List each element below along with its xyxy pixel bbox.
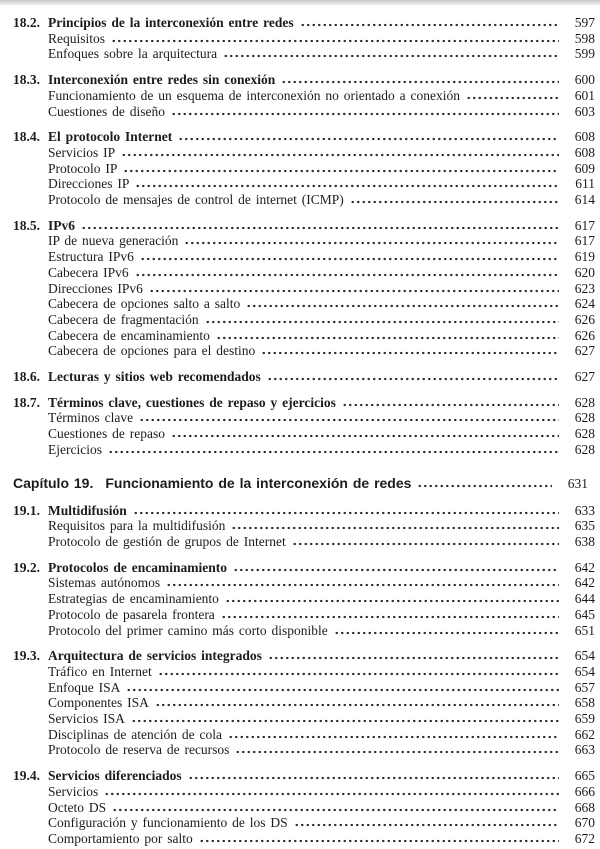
entry-title: Direcciones IP xyxy=(48,176,130,192)
entry-page: 599 xyxy=(574,46,595,62)
toc-row xyxy=(13,410,595,426)
dot-leader-icon xyxy=(417,484,552,488)
dot-leader-icon xyxy=(225,599,559,603)
entry-page: 600 xyxy=(574,72,595,88)
toc-row xyxy=(13,233,595,249)
toc-row xyxy=(13,518,595,534)
dot-leader-icon xyxy=(294,823,559,827)
entry-page: 623 xyxy=(574,280,595,296)
entry-page: 654 xyxy=(574,663,595,679)
toc-row xyxy=(13,249,595,265)
entry-title: Sistemas autónomos xyxy=(48,575,161,591)
entry-page: 624 xyxy=(574,296,595,312)
entry-page: 614 xyxy=(574,192,595,208)
toc-row xyxy=(13,104,595,120)
entry-title: Lecturas y sitios web recomendados xyxy=(48,369,261,385)
toc-row xyxy=(13,31,595,47)
dot-leader-icon xyxy=(158,672,559,676)
entry-title: Servicios diferenciados xyxy=(48,768,182,784)
toc-row xyxy=(13,695,595,711)
toc-row xyxy=(13,664,595,680)
entry-page: 609 xyxy=(574,160,595,176)
entry-number: 19.4. xyxy=(13,768,40,784)
entry-page: 627 xyxy=(574,369,595,385)
dot-leader-icon xyxy=(466,96,559,100)
dot-leader-icon xyxy=(140,257,559,261)
entry-page: 628 xyxy=(574,410,595,426)
entry-page: 598 xyxy=(574,30,595,46)
entry-title: Tráfico en Internet xyxy=(48,663,152,679)
toc-page xyxy=(0,6,600,847)
entry-page: 666 xyxy=(574,783,595,799)
dot-leader-icon xyxy=(166,583,559,587)
entry-page: 620 xyxy=(574,264,595,280)
entry-title: El protocolo Internet xyxy=(48,129,173,145)
dot-leader-icon xyxy=(199,839,559,843)
dot-leader-icon xyxy=(123,169,559,173)
toc-row xyxy=(13,534,595,550)
toc-row xyxy=(13,192,595,208)
entry-page: 611 xyxy=(575,176,595,192)
toc-row xyxy=(13,575,595,591)
dot-leader-icon xyxy=(178,137,559,141)
dot-leader-icon xyxy=(350,200,559,204)
entry-title: Cabecera IPv6 xyxy=(48,264,129,280)
entry-title: Multidifusión xyxy=(48,502,127,518)
entry-page: 603 xyxy=(574,103,595,119)
entry-title: Ejercicios xyxy=(48,441,102,457)
dot-leader-icon xyxy=(221,615,559,619)
entry-title: Servicios ISA xyxy=(48,711,125,727)
entry-number: 18.2. xyxy=(13,15,40,30)
entry-page: 638 xyxy=(574,533,595,549)
toc-row xyxy=(13,426,595,442)
dot-leader-icon xyxy=(292,542,559,546)
entry-page: 617 xyxy=(574,217,595,233)
entry-title: Estructura IPv6 xyxy=(48,249,134,265)
entry-page: 608 xyxy=(574,129,595,145)
entry-title: Protocolo de mensajes de control de internet (ICMP) xyxy=(48,192,344,208)
toc-row xyxy=(13,623,595,639)
toc-row xyxy=(13,474,595,493)
dot-leader-icon xyxy=(139,418,559,422)
dot-leader-icon xyxy=(104,792,559,796)
toc-row xyxy=(13,161,595,177)
entry-number: Capítulo 19. xyxy=(13,474,94,491)
dot-leader-icon xyxy=(108,450,559,454)
dot-leader-icon xyxy=(233,568,559,572)
dot-leader-icon xyxy=(121,153,559,157)
entry-number: 18.6. xyxy=(13,369,40,385)
dot-leader-icon xyxy=(171,112,559,116)
toc-row xyxy=(13,46,595,62)
entry-page: 617 xyxy=(574,233,595,249)
dot-leader-icon xyxy=(111,39,559,43)
entry-title: Funcionamiento de un esquema de interconexión no orientado a conexión xyxy=(48,87,461,103)
entry-number: 18.4. xyxy=(13,129,40,145)
toc-row xyxy=(13,296,595,312)
toc-row xyxy=(13,369,595,385)
entry-title: Servicios xyxy=(48,783,99,799)
toc-row xyxy=(13,680,595,696)
entry-page: 665 xyxy=(574,768,595,784)
entry-title: IP de nueva generación xyxy=(48,233,179,249)
entry-title: Cuestiones de diseño xyxy=(48,103,165,119)
dot-leader-icon xyxy=(216,336,559,340)
entry-title: Protocolo IP xyxy=(48,160,118,176)
entry-page: 608 xyxy=(574,144,595,160)
entry-number: 19.2. xyxy=(13,559,40,575)
toc-row xyxy=(13,312,595,328)
entry-number: 18.7. xyxy=(13,394,40,410)
entry-page: 597 xyxy=(574,15,595,30)
entry-title: Principios de la interconexión entre redes xyxy=(48,15,294,30)
entry-number: 18.3. xyxy=(13,72,40,88)
dot-leader-icon xyxy=(281,80,559,84)
entry-page: 642 xyxy=(574,559,595,575)
dot-leader-icon xyxy=(131,719,559,723)
entry-title: IPv6 xyxy=(48,217,75,233)
toc-row xyxy=(13,343,595,359)
entry-title: Servicios IP xyxy=(48,144,116,160)
toc-row xyxy=(13,648,595,664)
entry-page: 670 xyxy=(574,815,595,831)
entry-title: Protocolos de encaminamiento xyxy=(48,559,227,575)
toc-row xyxy=(13,560,595,576)
toc-row xyxy=(13,831,595,847)
dot-leader-icon xyxy=(81,226,559,230)
entry-page: 651 xyxy=(574,622,595,638)
entry-page: 626 xyxy=(574,327,595,343)
dot-leader-icon xyxy=(267,377,559,381)
dot-leader-icon xyxy=(133,511,559,515)
entry-title: Arquitectura de servicios integrados xyxy=(48,648,262,664)
entry-page: 662 xyxy=(574,726,595,742)
entry-page: 626 xyxy=(574,311,595,327)
toc-row xyxy=(13,176,595,192)
toc-row xyxy=(13,145,595,161)
toc-row xyxy=(13,88,595,104)
entry-page: 645 xyxy=(574,606,595,622)
entry-title: Configuración y funcionamiento de los DS xyxy=(48,815,288,831)
toc-row xyxy=(13,15,595,31)
dot-leader-icon xyxy=(112,808,559,812)
entry-title: Enfoques sobre la arquitectura xyxy=(48,46,218,62)
dot-leader-icon xyxy=(188,776,559,780)
entry-number: 18.5. xyxy=(13,217,40,233)
entry-page: 631 xyxy=(567,475,588,491)
toc-row xyxy=(13,784,595,800)
toc-row xyxy=(13,607,595,623)
entry-title: Cuestiones de repaso xyxy=(48,426,165,442)
entry-title: Protocolo de pasarela frontera xyxy=(48,606,215,622)
dot-leader-icon xyxy=(235,750,559,754)
entry-title: Protocolo de gestión de grupos de Internet xyxy=(48,533,286,549)
entry-title: Estrategias de encaminamiento xyxy=(48,591,219,607)
toc-row xyxy=(13,328,595,344)
dot-leader-icon xyxy=(184,241,559,245)
entry-page: 644 xyxy=(574,591,595,607)
dot-leader-icon xyxy=(342,403,559,407)
entry-page: 635 xyxy=(574,518,595,534)
entry-page: 658 xyxy=(574,695,595,711)
toc-row xyxy=(13,503,595,519)
dot-leader-icon xyxy=(228,735,559,739)
toc-row xyxy=(13,591,595,607)
entry-title: Cabecera de fragmentación xyxy=(48,311,199,327)
entry-title: Requisitos xyxy=(48,30,106,46)
entry-page: 628 xyxy=(574,394,595,410)
toc-row xyxy=(13,442,595,458)
toc-row xyxy=(13,711,595,727)
dot-leader-icon xyxy=(246,304,559,308)
entry-page: 619 xyxy=(574,249,595,265)
entry-page: 628 xyxy=(574,441,595,457)
toc-row xyxy=(13,815,595,831)
toc-row xyxy=(13,768,595,784)
entry-title: Términos clave, cuestiones de repaso y ejercicios xyxy=(48,394,336,410)
toc-list xyxy=(13,15,595,847)
entry-title: Funcionamiento de la interconexión de redes xyxy=(105,474,412,491)
dot-leader-icon xyxy=(334,631,559,635)
toc-row xyxy=(13,395,595,411)
entry-title: Comportamiento por salto xyxy=(48,830,193,846)
dot-leader-icon xyxy=(155,703,559,707)
entry-number: 19.1. xyxy=(13,502,40,518)
entry-title: Octeto DS xyxy=(48,799,107,815)
entry-title: Componentes ISA xyxy=(48,695,149,711)
entry-number: 19.3. xyxy=(13,648,40,664)
entry-page: 601 xyxy=(574,87,595,103)
dot-leader-icon xyxy=(126,688,559,692)
entry-title: Términos clave xyxy=(48,410,134,426)
dot-leader-icon xyxy=(135,184,559,188)
toc-row xyxy=(13,218,595,234)
entry-title: Cabecera de encaminamiento xyxy=(48,327,210,343)
dot-leader-icon xyxy=(135,273,559,277)
toc-row xyxy=(13,129,595,145)
entry-page: 628 xyxy=(574,426,595,442)
entry-page: 657 xyxy=(574,679,595,695)
dot-leader-icon xyxy=(300,23,559,27)
toc-row xyxy=(13,800,595,816)
dot-leader-icon xyxy=(231,526,559,530)
toc-row xyxy=(13,281,595,297)
toc-row xyxy=(13,742,595,758)
entry-page: 663 xyxy=(574,742,595,758)
entry-title: Interconexión entre redes sin conexión xyxy=(48,72,276,88)
dot-leader-icon xyxy=(268,656,559,660)
entry-title: Cabecera de opciones salto a salto xyxy=(48,296,241,312)
entry-page: 672 xyxy=(574,830,595,846)
entry-title: Protocolo del primer camino más corto disponible xyxy=(48,622,328,638)
toc-row xyxy=(13,72,595,88)
entry-page: 627 xyxy=(574,343,595,359)
dot-leader-icon xyxy=(205,320,559,324)
dot-leader-icon xyxy=(223,54,559,58)
entry-page: 633 xyxy=(574,502,595,518)
dot-leader-icon xyxy=(171,434,559,438)
entry-title: Cabecera de opciones para el destino xyxy=(48,343,256,359)
entry-title: Protocolo de reserva de recursos xyxy=(48,742,230,758)
entry-title: Requisitos para la multidifusión xyxy=(48,518,226,534)
toc-row xyxy=(13,727,595,743)
entry-page: 642 xyxy=(574,575,595,591)
entry-title: Direcciones IPv6 xyxy=(48,280,143,296)
dot-leader-icon xyxy=(261,351,559,355)
entry-title: Enfoque ISA xyxy=(48,679,121,695)
toc-row xyxy=(13,265,595,281)
entry-page: 659 xyxy=(574,711,595,727)
entry-title: Disciplinas de atención de cola xyxy=(48,726,222,742)
entry-page: 654 xyxy=(574,648,595,664)
entry-page: 668 xyxy=(574,799,595,815)
dot-leader-icon xyxy=(149,289,559,293)
